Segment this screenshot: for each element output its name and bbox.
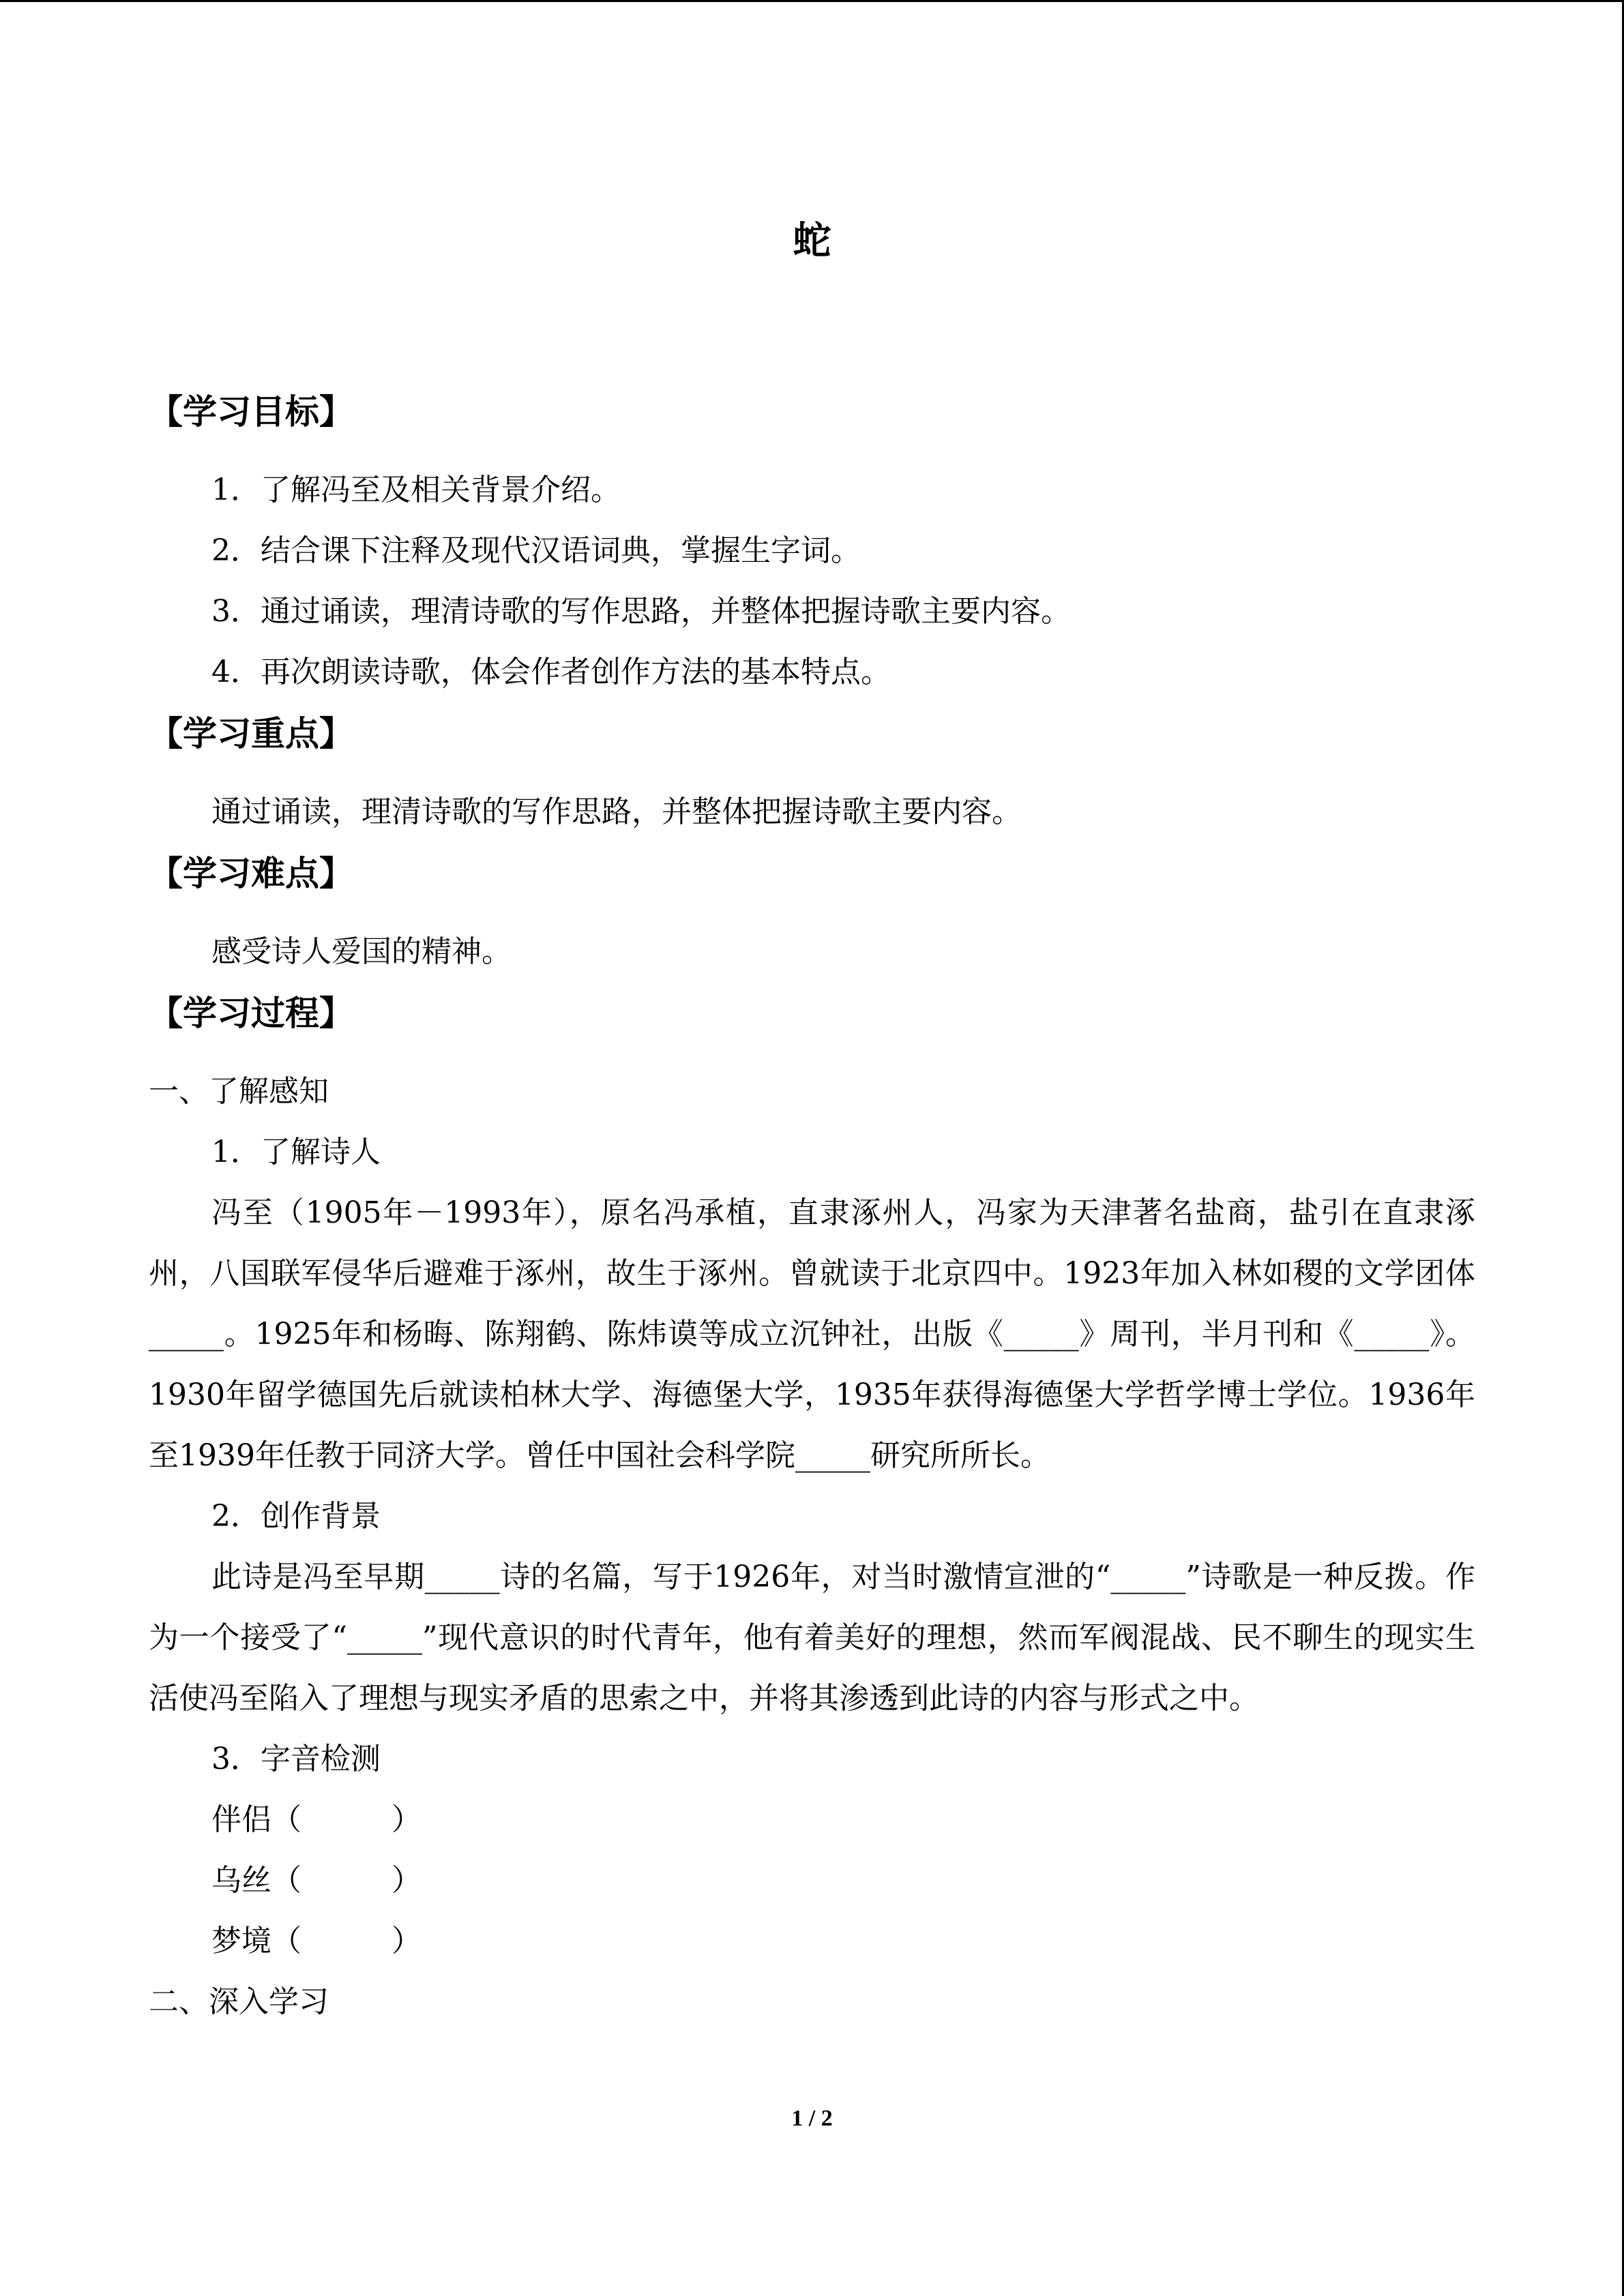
goal-item: 1．了解冯至及相关背景介绍。 [211,473,621,507]
part-two-title: 二、深入学习 [149,1984,329,2019]
pronunciation-word: 乌丝（ ） [211,1863,422,1898]
poet-intro-title: 1．了解诗人 [211,1135,381,1169]
pronunciation-title: 3．字音检测 [211,1742,381,1776]
goal-item: 2．结合课下注释及现代汉语词典，掌握生字词。 [211,533,861,568]
goal-item: 3．通过诵读，理清诗歌的写作思路，并整体把握诗歌主要内容。 [211,594,1071,629]
poet-intro-text: 冯至（1905年－1993年），原名冯承植，直隶涿州人，冯家为天津著名盐商，盐引在直隶涿州，八国联军侵华后避难于涿州，故生于涿州。曾就读于北京四中。1923年加入林如稷的文学团体_____。1925年和杨晦、陈翔鹤、陈炜谟等成立沉钟社，出版《_____》周刊，半月刊和《_____》。1930年留学德国先后就读柏林大学、海德堡大学，1935年获得海德堡大学哲学博士学位。1936年至1939年任教于同济大学。曾任中国社会科学院_____研究所所长。 [149,1195,1475,1473]
part-one-title: 一、了解感知 [149,1074,329,1109]
background-title: 2．创作背景 [211,1499,381,1534]
key-points-heading: 【学习重点】 [149,713,353,754]
page-title: 蛇 [793,218,831,263]
key-points-text: 通过诵读，理清诗歌的写作思路，并整体把握诗歌主要内容。 [211,794,1022,829]
pronunciation-word: 梦境（ ） [211,1924,422,1958]
difficulties-text: 感受诗人爱国的精神。 [211,934,512,969]
difficulties-heading: 【学习难点】 [149,853,353,893]
page-number: 1 / 2 [791,2106,833,2131]
pronunciation-word: 伴侣（ ） [211,1802,422,1837]
process-heading: 【学习过程】 [149,993,353,1033]
document-body [149,381,1475,2032]
goals-heading: 【学习目标】 [149,391,353,432]
goal-item: 4．再次朗读诗歌，体会作者创作方法的基本特点。 [211,655,891,689]
background-text: 此诗是冯至早期_____诗的名篇，写于1926年，对当时激情宣泄的“_____”诗歌是一种反拨。作为一个接受了“_____”现代意识的时代青年，他有着美好的理想，然而军阀混战、民不聊生的现实生活使冯至陷入了理想与现实矛盾的思索之中，并将其渗透到此诗的内容与形式之中。 [149,1560,1475,1716]
